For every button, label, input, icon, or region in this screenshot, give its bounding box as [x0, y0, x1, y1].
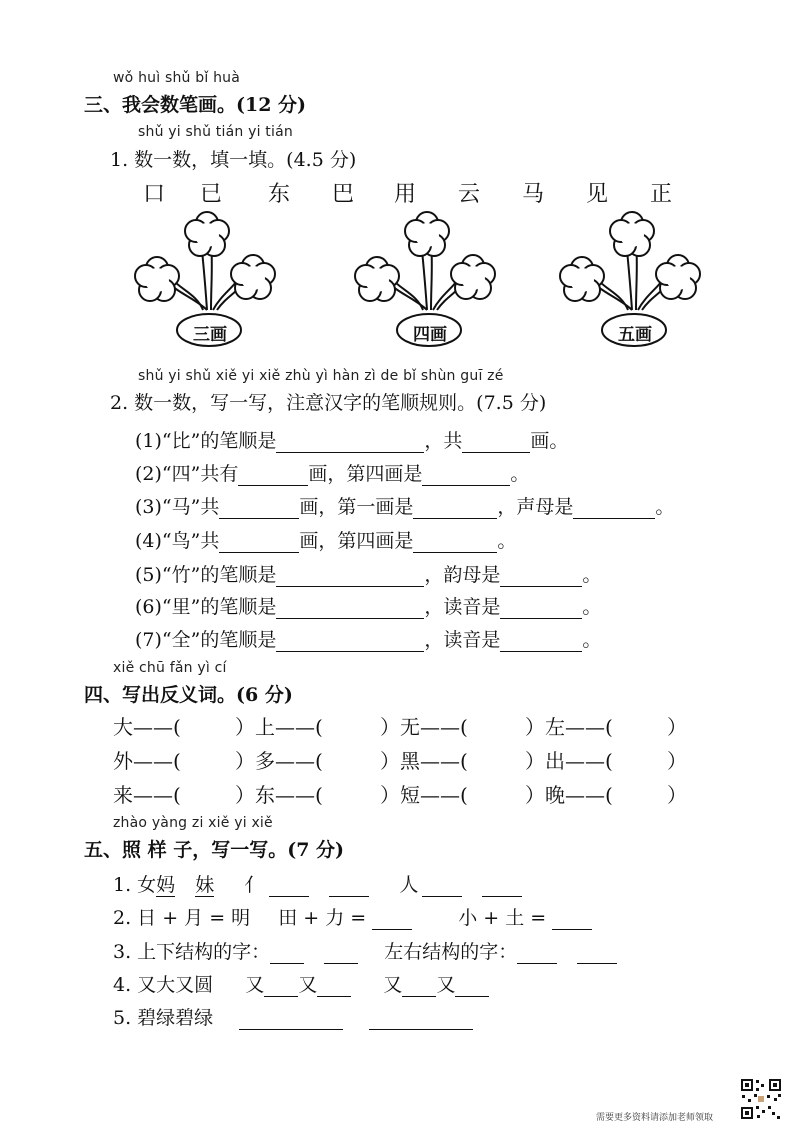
antonym-row — [0, 745, 800, 775]
antonym-cell: ）左——( — [525, 715, 613, 739]
answer-blank[interactable] — [500, 600, 582, 619]
line-text: 2. 日 + 月 = 明 — [113, 907, 251, 929]
answer-blank[interactable] — [482, 878, 522, 897]
q2-item-text: 。 — [582, 596, 602, 618]
q2-item-7 — [135, 625, 601, 652]
antonym-cell: ）东——( — [235, 783, 323, 807]
line-text: 又 — [383, 974, 403, 996]
antonym-cell: ） — [667, 783, 687, 807]
q2-item-text: (3)“马”共 — [135, 496, 220, 518]
sec5-line-2 — [113, 903, 592, 930]
answer-blank[interactable] — [517, 945, 557, 964]
sec5-title: 五、照 样 子，写一写。(7 分) — [84, 839, 345, 861]
line-text: 1. 女 — [113, 874, 157, 896]
char-item: 正 — [650, 182, 673, 207]
antonym-cell: ）上——( — [235, 715, 323, 739]
q2-item-1 — [135, 426, 568, 453]
answer-blank[interactable] — [219, 500, 299, 519]
q1-pinyin: shǔ yi shǔ tián yi tián — [138, 124, 293, 140]
line-text: 又 — [436, 974, 456, 996]
tree-label: 五画 — [618, 325, 652, 345]
tree-label: 四画 — [413, 325, 447, 345]
sec4-pinyin: xiě chū fǎn yì cí — [113, 660, 227, 676]
char-item: 云 — [458, 182, 481, 207]
answer-blank[interactable] — [413, 534, 497, 553]
q2-item-text: (4)“鸟”共 — [135, 530, 220, 552]
q2-item-text: (6)“里”的笔顺是 — [135, 596, 277, 618]
radical-char: 亻 — [244, 874, 264, 896]
answer-blank[interactable] — [238, 467, 308, 486]
q2-item-text: 画，第四画是 — [299, 530, 414, 552]
example-char: 妹 — [195, 874, 215, 896]
answer-blank[interactable] — [276, 568, 424, 587]
answer-blank[interactable] — [269, 878, 309, 897]
answer-blank[interactable] — [577, 945, 617, 964]
sec3-pinyin: wǒ huì shǔ bǐ huà — [113, 70, 240, 86]
q2-item-text: ，共 — [424, 430, 463, 452]
q2-item-6 — [135, 592, 601, 619]
q2-item-text: (1)“比”的笔顺是 — [135, 430, 277, 452]
q2-item-4 — [135, 526, 516, 553]
antonym-cell: ）黑——( — [380, 749, 468, 773]
q2-item-text: 画，第一画是 — [299, 496, 414, 518]
line-text: 小 + 土 = — [458, 907, 547, 929]
q2-item-text: 画，第四画是 — [308, 463, 423, 485]
antonym-cell: 来——( — [113, 783, 181, 807]
q2-item-text: ，读音是 — [424, 596, 501, 618]
sec4-title: 四、写出反义词。(6 分) — [84, 684, 293, 706]
answer-blank[interactable] — [455, 978, 489, 997]
antonym-cell: ） — [667, 749, 687, 773]
q2-item-text: 画。 — [530, 430, 569, 452]
q2-item-3 — [135, 492, 674, 519]
answer-blank[interactable] — [276, 633, 424, 652]
answer-blank[interactable] — [317, 978, 351, 997]
char-item: 见 — [586, 182, 609, 207]
char-item: 马 — [522, 182, 545, 207]
answer-blank[interactable] — [402, 978, 436, 997]
antonym-cell: ）多——( — [235, 749, 323, 773]
answer-blank[interactable] — [239, 1011, 343, 1030]
footer-text: 需要更多资料请添加老师领取 — [596, 1113, 714, 1123]
q1-char-list — [0, 177, 800, 207]
q2-item-text: ，韵母是 — [424, 564, 501, 586]
qr-code-icon — [740, 1078, 782, 1120]
antonym-cell: ）无——( — [380, 715, 468, 739]
answer-blank[interactable] — [264, 978, 298, 997]
sec5-line-3 — [113, 937, 617, 964]
tree-label: 三画 — [193, 325, 227, 345]
q2-item-text: ，读音是 — [424, 629, 501, 651]
q2-item-2 — [135, 459, 529, 486]
char-item: 口 — [143, 182, 166, 207]
answer-blank[interactable] — [422, 467, 510, 486]
answer-blank[interactable] — [372, 911, 412, 930]
antonym-row — [0, 779, 800, 809]
line-text: 又 — [298, 974, 318, 996]
q2-item-text: (7)“全”的笔顺是 — [135, 629, 277, 651]
answer-blank[interactable] — [219, 534, 299, 553]
radical-char: 人 — [399, 874, 419, 896]
q2-item-text: (5)“竹”的笔顺是 — [135, 564, 277, 586]
line-text: 田 + 力 = — [278, 907, 367, 929]
char-item: 东 — [268, 182, 291, 207]
answer-blank[interactable] — [552, 911, 592, 930]
sec5-line-5 — [113, 1003, 473, 1030]
antonym-cell: 大——( — [113, 715, 181, 739]
sec3-title: 三、我会数笔画。(12 分) — [84, 94, 307, 116]
answer-blank[interactable] — [500, 568, 582, 587]
answer-blank[interactable] — [422, 878, 462, 897]
line-text: 3. 上下结构的字： — [113, 941, 271, 963]
sec5-line-1 — [113, 870, 522, 897]
char-item: 巴 — [332, 182, 355, 207]
answer-blank[interactable] — [276, 600, 424, 619]
antonym-cell: ）晚——( — [525, 783, 613, 807]
q2-item-text: 。 — [510, 463, 530, 485]
answer-blank[interactable] — [329, 878, 369, 897]
answer-blank[interactable] — [462, 434, 530, 453]
answer-blank[interactable] — [276, 434, 424, 453]
q2-item-text: 。 — [655, 496, 675, 518]
char-item: 用 — [394, 182, 417, 207]
line-text: 5. 碧绿碧绿 — [113, 1007, 214, 1029]
answer-blank[interactable] — [369, 1011, 473, 1030]
answer-blank[interactable] — [573, 500, 655, 519]
line-text: 左右结构的字： — [384, 941, 518, 963]
antonym-cell: 外——( — [113, 749, 181, 773]
antonym-cell: ）出——( — [525, 749, 613, 773]
line-text: 又 — [245, 974, 265, 996]
answer-blank[interactable] — [413, 500, 497, 519]
example-char: 妈 — [156, 874, 176, 896]
sec5-pinyin: zhào yàng zi xiě yi xiě — [113, 815, 273, 831]
antonym-row — [0, 711, 800, 741]
antonym-cell: ）短——( — [380, 783, 468, 807]
line-text: 4. 又大又圆 — [113, 974, 214, 996]
antonym-cell: ） — [667, 715, 687, 739]
answer-blank[interactable] — [270, 945, 304, 964]
q2-pinyin: shǔ yi shǔ xiě yi xiě zhù yì hàn zì de bǐ shùn guī zé — [138, 368, 504, 384]
q2-text: 2. 数一数，写一写，注意汉字的笔顺规则。(7.5 分) — [110, 392, 547, 414]
char-item: 已 — [200, 182, 223, 207]
q2-item-text: (2)“四”共有 — [135, 463, 239, 485]
q2-item-text: 。 — [497, 530, 517, 552]
answer-blank[interactable] — [500, 633, 582, 652]
q2-item-text: ，声母是 — [497, 496, 574, 518]
sec5-line-4 — [113, 970, 489, 997]
q1-text: 1. 数一数，填一填。(4.5 分) — [110, 149, 357, 171]
q2-item-5 — [135, 560, 601, 587]
flower-trees-illustration — [0, 210, 800, 360]
q2-item-text: 。 — [582, 629, 602, 651]
answer-blank[interactable] — [324, 945, 358, 964]
q2-item-text: 。 — [582, 564, 602, 586]
